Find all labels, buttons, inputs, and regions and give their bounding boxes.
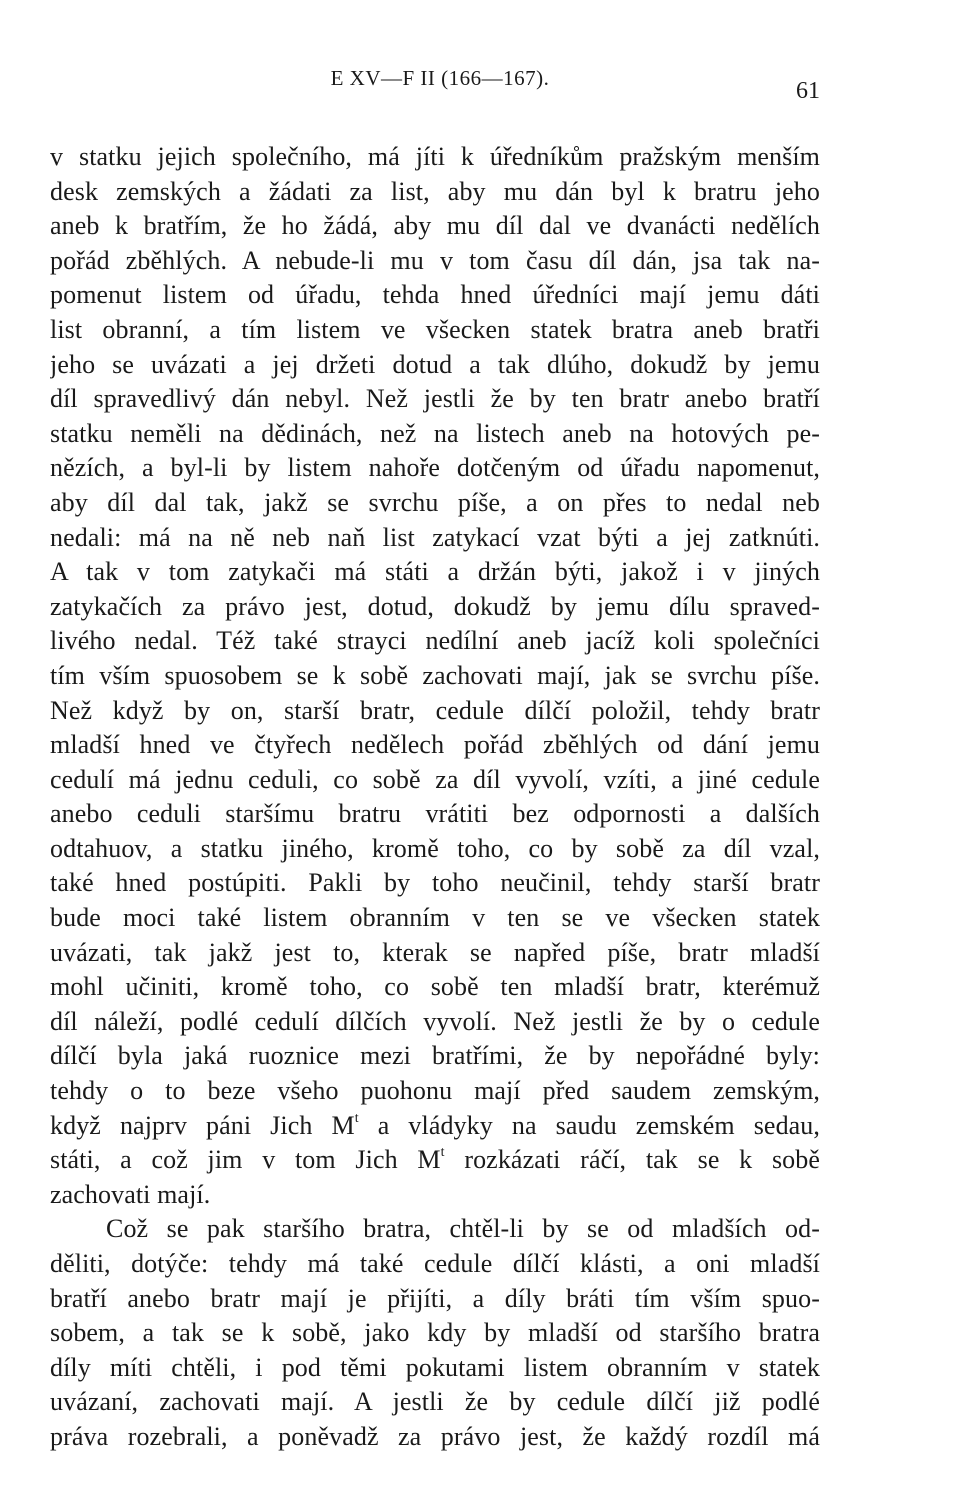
text-line: pořád zběhlých. A nebude-li mu v tom času díl dán, jsa tak na- [50,245,820,275]
text-line: dílčí byla jaká ruoznice mezi bratřími, že by nepořádné byly: [50,1041,820,1071]
text-line: díl spravedlivý dán nebyl. Než jestli že by ten bratr anebo bratří [50,384,820,414]
text-line: díly míti chtěli, i pod těmi pokutami listem obranním v statek [50,1352,820,1382]
text-line: mohl učiniti, kromě toho, co sobě ten mladší bratr, kterémuž [50,972,820,1002]
text-line: livého nedal. Též také strayci nedílní aneb jacíž koli společníci [50,626,820,656]
text-line: státi, a což jim v tom Jich $M^t$ rozkázati ráčí, tak se k sobě [50,1145,820,1175]
text-line: nězích, a byl-li by listem nahoře dotčeným od úřadu napomenut, [50,453,820,483]
text-line: děliti, dotýče: tehdy má také cedule dílčí klásti, a oni mladší [50,1249,820,1278]
text-line: pomenut listem od úřadu, tehda hned úředníci mají jemu dáti [50,280,820,310]
body-text [50,140,820,1455]
text-line: bratří anebo bratr mají je přijíti, a díly bráti tím vším spuo- [50,1283,820,1313]
text-line: Což se pak staršího bratra, chtěl-li by se od mladších od- [106,1214,820,1244]
text-line: cedulí má jednu ceduli, co sobě za díl vyvolí, vzíti, a jiné cedule [50,764,820,794]
page-number: 61 [796,78,820,104]
running-head: E XV—F II (166—167). [330,66,550,90]
text-line: statku neměli na dědinách, než na listech aneb na hotových pe- [50,418,820,448]
text-line: anebo ceduli staršímu bratru vrátiti bez odpornosti a dalších [50,799,820,829]
text-line: bude moci také listem obranním v ten se ve všecken statek [50,903,820,933]
text-line: tehdy o to beze všeho puohonu mají před saudem zemským, [50,1076,820,1106]
text-line: tím vším spuosobem se k sobě zachovati mají, jak se svrchu píše. [50,660,820,690]
text-line: když najprv páni Jich $M^t$ a vládyky na saudu zemském sedau, [50,1110,820,1140]
text-line: díl náleží, podlé cedulí dílčích vyvolí. Než jestli že by o cedule [50,1006,820,1036]
text-line: list obranní, a tím listem ve všecken statek bratra aneb bratři [50,314,820,344]
text-line: uvázati, tak jakž jest to, kterak se napřed píše, bratr mladší [50,937,820,967]
text-line: A tak v tom zatykači má státi a držán býti, jakož i v jiných [50,557,820,587]
text-line: jeho se uvázati a jej držeti dotud a tak dlúho, dokudž by jemu [50,349,820,379]
text-line: desk zemských a žádati za list, aby mu dán byl k bratru jeho [50,176,820,206]
text-line: také hned postúpiti. Pakli by toho neučinil, tehdy starší bratr [50,868,820,898]
text-line: aneb k bratřím, že ho žádá, aby mu díl dal ve dvanácti nedělích [50,211,820,241]
text-line: zatykačích za právo jest, dotud, dokudž by jemu dílu spraved- [50,591,820,621]
text-line: uvázaní, zachovati mají. A jestli že by cedule dílčí již podlé [50,1387,820,1417]
page-header [60,66,820,106]
text-line: sobem, a tak se k sobě, jako kdy by mladší od staršího bratra [50,1318,820,1348]
text-line: zachovati mají. [50,1179,211,1209]
text-line: aby díl dal tak, jakž se svrchu píše, a on přes to nedal neb [50,487,820,517]
text-line: odtahuov, a statku jiného, kromě toho, co by sobě za díl vzal, [50,833,820,863]
text-line: nedali: má na ně neb naň list zatykací vzat býti a jej zatknúti. [50,522,820,552]
text-line: mladší hned ve čtyřech nedělech pořád zběhlých od dání jemu [50,730,820,760]
text-line: práva rozebrali, a poněvadž za právo jest, že každý rozdíl má [50,1421,820,1451]
text-line: v statku jejich společního, má jíti k úředníkům pražským menším [50,142,820,171]
text-line: Než když by on, starší bratr, cedule dílčí položil, tehdy bratr [50,695,820,725]
